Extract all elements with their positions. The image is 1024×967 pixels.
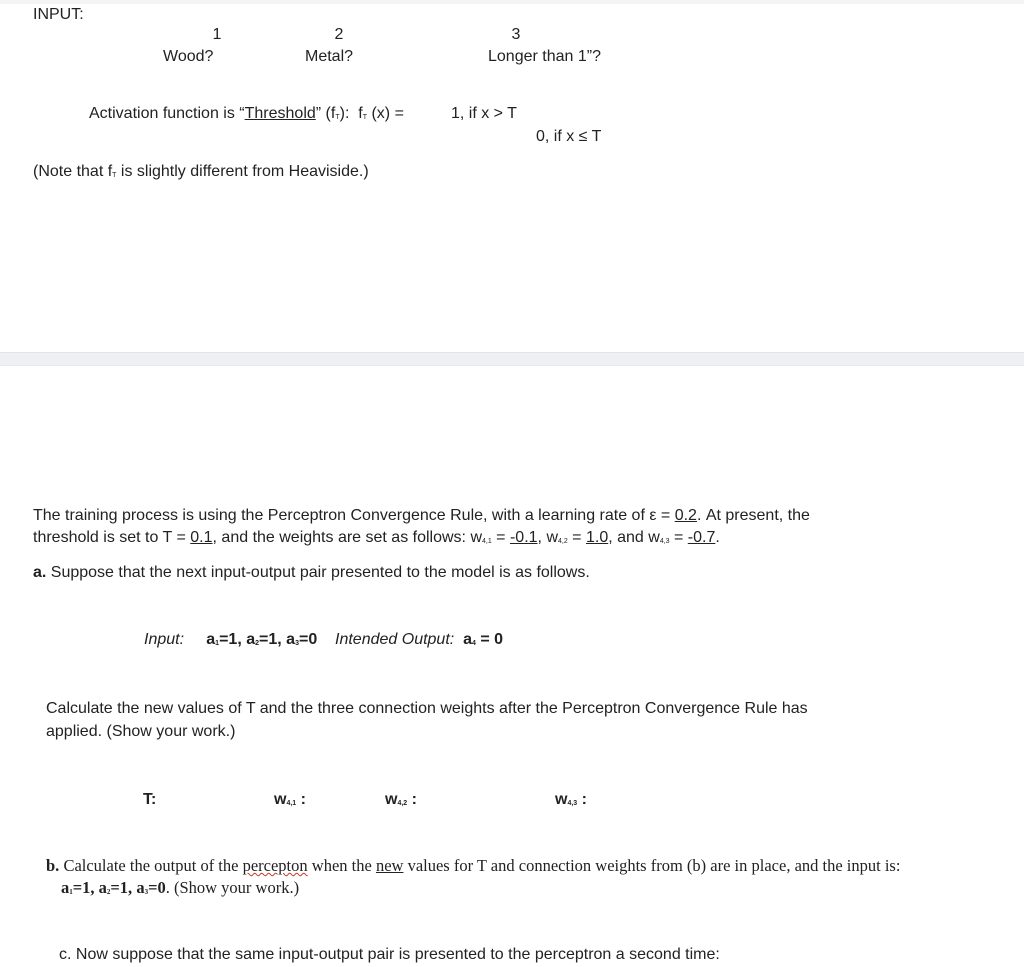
threshold-term: Threshold: [244, 105, 316, 122]
calc-line-2: applied. (Show your work.): [46, 723, 236, 740]
part-c-prompt: c. Now suppose that the same input-output pair is presented to the perceptron a second time:: [59, 946, 720, 963]
top-edge: [0, 0, 1024, 4]
answer-w41-label: $w_{4,1}$ :: [274, 791, 306, 808]
input-label-wood: Wood?: [163, 48, 214, 65]
activation-function-line: Activation function is “Threshold” $(f_T)$: $f_T$ (x) =: [89, 105, 404, 122]
activation-case-1: 1, if x > T: [451, 105, 517, 122]
input-number-3: 3: [511, 26, 521, 43]
activation-case-2: 0, if x ≤ T: [536, 128, 602, 145]
answer-w42-label: $w_{4,2}$ :: [385, 791, 417, 808]
training-line-2: threshold is set to T = 0.1, and the weights are set as follows: $w_{4,1} = -0.1$, $w_{4,2} = 1.0$, and $w_{4,3} = -0.7$.: [33, 529, 720, 546]
part-b-line-2: $a_1=1$, $a_2=1$, $a_3=0$. (Show your work.): [61, 878, 300, 897]
answer-t-label: T:: [143, 791, 157, 808]
part-b-line-1: b. Calculate the output of the percepton when the new values for T and connection weights from (b) are in place, and the input is:: [46, 856, 901, 875]
input-number-2: 2: [334, 26, 344, 43]
calc-line-1: Calculate the new values of T and the three connection weights after the Perceptron Convergence Rule has: [46, 700, 808, 717]
page-divider: [0, 352, 1024, 366]
heaviside-note: (Note that $f_T$ is slightly different from Heaviside.): [33, 163, 369, 180]
misspelled-perceptron: percepton: [242, 856, 308, 875]
input-label-longer: Longer than 1”?: [488, 48, 601, 65]
input-heading: INPUT:: [33, 6, 84, 23]
answer-w43-label: $w_{4,3}$ :: [555, 791, 587, 808]
part-a-prompt: a. Suppose that the next input-output pair presented to the model is as follows.: [33, 564, 590, 581]
input-number-1: 1: [212, 26, 222, 43]
input-label-metal: Metal?: [305, 48, 354, 65]
training-line-1: The training process is using the Perceptron Convergence Rule, with a learning rate of ε = 0.2. At present, the: [33, 507, 810, 524]
input-output-pair: Input: $a_1=1$, $a_2=1$, $a_3=0$ Intended Output: $a_4 = 0$: [144, 631, 504, 648]
